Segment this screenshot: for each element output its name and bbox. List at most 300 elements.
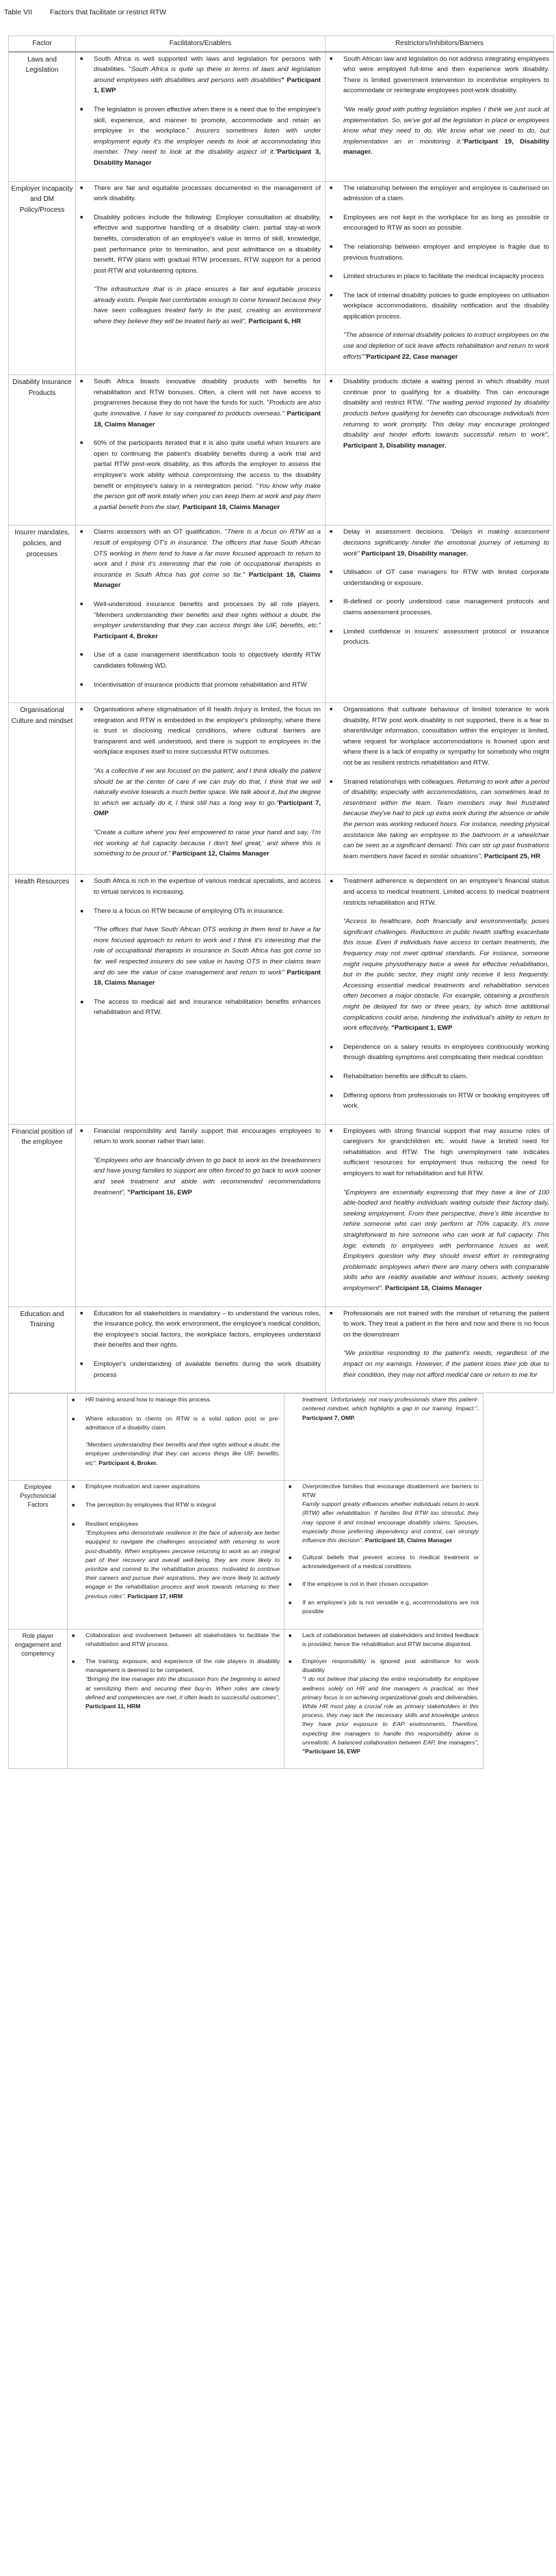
item-text: Utilisation of OT case managers for RTW with limited corporate understanding or exposure. xyxy=(343,568,549,587)
item-body xyxy=(343,1126,549,1179)
participant-quote: "We really good with putting legislation implies I think we just suck at implementation. So, we've got all the legislation in place or employees know what they need to do. We know what we need to do, but implementation an in monitoring it." xyxy=(343,105,549,146)
participant-attribution: Participant 12, Claims Manager xyxy=(170,850,269,858)
participant-quote: "Create a culture where you feel empowered to raise your hand and say, 'I'm not working at full capacity because I don't feel great,' and where this is something to be proud of." xyxy=(94,829,321,858)
participant-attribution: Participant 18, Claims Manager xyxy=(94,410,321,428)
item-text: Claims assessors with an OT qualification. " xyxy=(94,528,227,536)
square-bullet-icon: ■ xyxy=(80,653,83,658)
list-item xyxy=(80,704,321,758)
participant-attribution: Participant 18, Claims Manager xyxy=(383,1285,482,1292)
facilitators-cell xyxy=(68,1629,284,1769)
item-body xyxy=(343,1308,549,1341)
participant-quote: South Africa is quite up there in terms of laws and legislation around employees with disabilities and persons with disabilities xyxy=(94,66,321,84)
round-bullet-icon: ● xyxy=(80,877,84,885)
item-text: The access to medical aid and insurance rehabilitation benefits enhances rehabilitation and RTW. xyxy=(94,998,321,1017)
participant-quote: Family support greatly influences whether individuals return to work (RTW) after rehabilitation. If families find RTW too stressful, they may oppose it and instead encourage disability claims. Spouses, especially those preferring dependency and control, can strongly influence this decision", xyxy=(302,1501,479,1544)
participant-quote: "Access to healthcare, both financially and environmentally, poses significant challenges. Reductions in public health staffing exacerbate this issue. Even if individuals have access to certain treatments, the frequency may not meet optimal standards. For instance, someone might require physiotherapy twice a week for effective rehabilitation, but in the public sector, they might only receive it less frequently. Accessing essential medical treatments and rehabilitation services often becomes a major obstacle. For example, obtaining a prosthesis might be delayed for two or three years, by which time additional complications could arise, hindering the individual's ability to return to work effectively, xyxy=(343,918,549,1032)
quote-paragraph xyxy=(343,916,549,1034)
restrictors-cell xyxy=(284,1394,484,1481)
factor-cell: Employee Psychosocial Factors xyxy=(9,1480,68,1629)
list-item xyxy=(330,271,549,282)
participant-quote: "Bringing the line manager into the discussion from the beginning is aimed at sensitizing them and securing their buy-in. When roles are clearly defined and competencies are met, it often leads to successful outcomes", xyxy=(85,1675,280,1701)
participant-attribution: "Participant 1, EWP xyxy=(389,1024,453,1032)
item-body xyxy=(94,183,321,204)
list-item xyxy=(289,1580,479,1591)
list-item xyxy=(330,54,549,96)
item-text: Where education to clients on RTW is a solid option post or pre-admittance of a disability claim. xyxy=(85,1414,280,1431)
participant-attribution: Participant 3, Disability manager. xyxy=(343,441,447,450)
item-body xyxy=(343,704,549,769)
round-bullet-icon: ● xyxy=(330,1043,334,1050)
table-row xyxy=(9,52,554,181)
participant-attribution: Participant 18, Claims Manager xyxy=(363,1536,452,1544)
item-body xyxy=(343,597,549,618)
item-body xyxy=(94,680,321,691)
square-bullet-icon: ■ xyxy=(330,629,333,634)
participant-attribution: Participant 7, OMP. xyxy=(302,1414,356,1421)
facilitators-cell xyxy=(76,1124,326,1306)
square-bullet-icon: ■ xyxy=(330,215,333,220)
list-item xyxy=(72,1631,280,1649)
factor-cell xyxy=(9,1394,68,1481)
list-item xyxy=(80,105,321,169)
item-body xyxy=(94,906,321,917)
participant-attribution: Participant 7, OMP xyxy=(94,799,321,818)
table-number: Table VII xyxy=(4,8,32,16)
participant-quote: "The infrastructure that is in place ensures a fair and equitable process already exists. People feel comfortable enough to come forward because they have seen colleagues treated fairly in the past, creating an environment where they believe they will be treated fairly as well", xyxy=(94,286,321,326)
square-bullet-icon: ■ xyxy=(330,570,333,575)
list-item xyxy=(330,1091,549,1112)
participant-quote: "As a collective if we are focused on the patient, and I think ideally the patient should be at the center of care if we can truly do that, I think that we will naturally evolve towards a much better space. We talk about it, but the degree to which we actually do it, I think still has a long way to go." xyxy=(94,767,321,807)
item-body xyxy=(94,527,321,591)
participant-attribution: Participant 11, HRM xyxy=(85,1703,141,1710)
square-bullet-icon: ■ xyxy=(330,274,333,279)
list-item xyxy=(80,54,321,96)
item-text: South Africa is well supported with laws and legislation for persons with disabilities. " xyxy=(94,55,321,74)
square-bullet-icon: ■ xyxy=(289,1601,292,1606)
round-bullet-icon: ● xyxy=(80,907,84,914)
item-text: South Africa boasts innovative disability products with benefits for rehabilitation and RTW bonuses. Often, a client will not have access to programmes because they do not have the funds for such. " xyxy=(94,378,321,407)
item-body xyxy=(94,876,321,897)
square-bullet-icon: ■ xyxy=(330,56,333,61)
item-text: The relationship between the employer and employee is cauterised on admission of a claim. xyxy=(343,184,549,203)
restrictors-cell xyxy=(326,52,554,181)
item-body xyxy=(343,1091,549,1112)
item-text: Professionals are not trained with the mindset of returning the patient to work. They treat a patient in the here and now and there is no focus on the downstream xyxy=(343,1309,549,1339)
square-bullet-icon: ■ xyxy=(72,1503,75,1509)
list-item xyxy=(80,650,321,671)
facilitators-cell xyxy=(68,1394,284,1481)
square-bullet-icon: ■ xyxy=(330,707,333,713)
table-row xyxy=(9,1480,484,1629)
item-body xyxy=(343,54,549,96)
participant-attribution: Participant 19, Disability manager. xyxy=(359,549,468,558)
item-body xyxy=(343,242,549,263)
participant-quote: "Members understanding their benefits and their rights without a doubt, the employer understanding that they can access things like UIF, benefits, etc". xyxy=(85,1441,280,1466)
square-bullet-icon: ■ xyxy=(330,1311,333,1316)
item-body xyxy=(343,567,549,588)
item-text: Employee motivation and career aspirations xyxy=(85,1482,200,1490)
item-body xyxy=(343,213,549,234)
table-row xyxy=(9,1124,554,1306)
item-body xyxy=(302,1580,479,1591)
list-item xyxy=(330,242,549,263)
participant-quote: treatment. Unfortunately, not many professionals share this patient-centered mindset, which highlights a gap in our training. Impact:", xyxy=(302,1396,479,1412)
restrictors-cell xyxy=(326,875,554,1124)
table-row xyxy=(9,1629,484,1769)
list-item xyxy=(72,1395,280,1406)
list-item xyxy=(80,213,321,277)
participant-attribution: "Participant 16, EWP xyxy=(125,1188,192,1196)
item-text: If an employee's job is not versatile e.g, accommodations are not possible xyxy=(302,1599,479,1615)
facilitators-cell xyxy=(76,52,326,181)
participant-attribution: Participant 6, HR xyxy=(246,318,302,326)
table-caption xyxy=(4,8,556,16)
square-bullet-icon: ■ xyxy=(80,379,83,385)
participant-quote: You know why make the person got off work totally when you can keep them at work and pay them a partial benefit from the start, xyxy=(94,482,321,511)
item-body xyxy=(94,1359,321,1380)
factor-cell: Role player engagement and competency xyxy=(9,1629,68,1769)
factor-cell: Laws and Legislation xyxy=(9,52,76,181)
item-body xyxy=(94,997,321,1018)
square-bullet-icon: ■ xyxy=(72,1484,75,1490)
restrictors-cell xyxy=(326,703,554,875)
list-item xyxy=(289,1657,479,1756)
restrictors-cell xyxy=(326,1124,554,1306)
item-body xyxy=(343,876,549,908)
item-body xyxy=(302,1631,479,1649)
item-body xyxy=(85,1501,280,1511)
item-text: Organisations where stigmatisation of ill health /injury is limited, the focus on integration and RTW is embedded in the employer's philosophy, where there is trust in disclosing medical conditions, where cultural barriers are transparent and well understood, and there is support to employees in the workplace exposes itself to more successful RTW outcomes. xyxy=(94,706,321,756)
item-body xyxy=(94,213,321,277)
list-item xyxy=(330,777,549,862)
list-item xyxy=(80,376,321,430)
item-text: Overprotective families that encourage disablement are barriers to RTW xyxy=(302,1482,479,1498)
item-text: Employer's understanding of available benefits during the work disability process xyxy=(94,1360,321,1379)
item-text: Employees with strong financial support that may assume roles of caregivers for grandchildren etc. would have a limited need for rehabilitation and RTW. The high unemployment rate indicates sufficient resources for employment thus reducing the need for employers to wait for rehabilitation and full RTW. xyxy=(343,1127,549,1178)
item-text: The perception by employees that RTW is integral xyxy=(85,1501,216,1509)
list-item xyxy=(80,438,321,512)
item-text: Dependence on a salary results in employees continuously working through disabling symptoms and complicating their medical condition xyxy=(343,1043,549,1062)
round-bullet-icon: ● xyxy=(330,1072,334,1080)
quote-paragraph xyxy=(343,1188,549,1294)
quote-paragraph xyxy=(94,924,321,989)
participant-attribution: Participant 18, Claims Manager xyxy=(94,968,321,987)
item-body xyxy=(94,599,321,642)
participant-attribution: Participant 18, Claims Manager xyxy=(181,503,280,511)
item-text: Treatment adherence is dependent on an employee's financial status and access to medical treatment. Limited access to medical treatment restricts rehabilitation and RTW. xyxy=(343,877,549,907)
rtw-factors-table-continued xyxy=(8,1393,484,1769)
square-bullet-icon: ■ xyxy=(80,682,83,687)
item-text: Organisations that cultivate behaviour of limited tolerance to work disability, RTW post work disability is not supported, there is a fear to share/divulge information, consultation within the employer is limited, where request for workplace accommodations is frowned upon and where there is a lack of empathy or sympathy for somebody who might not be as resilient restricts rehabilitation and RTW. xyxy=(343,706,549,767)
list-item xyxy=(330,876,549,908)
item-body xyxy=(343,1071,549,1082)
item-text: Resilient employees xyxy=(85,1520,138,1527)
item-body xyxy=(94,376,321,430)
factor-cell: Organisational Culture and mindset xyxy=(9,703,76,875)
item-text: There is a focus on RTW because of employing OTs in insurance. xyxy=(94,907,284,915)
square-bullet-icon: ■ xyxy=(289,1582,292,1587)
item-text: Disability products dictate a waiting period in which disability must continue prior to qualifying for a disability. This can encourage disability and restrict RTW. xyxy=(343,378,549,407)
participant-quote: "We prioritise responding to the patient's needs, regardless of the impact on my earnings. However, if the patient loses their job due to their condition, they may not afford medical care or return to me for xyxy=(343,1349,549,1379)
list-item xyxy=(289,1482,479,1545)
list-item xyxy=(80,1308,321,1351)
restrictors-cell xyxy=(284,1629,484,1769)
item-text: Differing options from professionals on RTW or booking employees off work. xyxy=(343,1091,549,1110)
item-text: Education for all stakeholders is mandatory – to understand the various roles, the insurance policy, the work environment, the employee's medical condition, the employee's social factors, the workplace factors, employees understand their benefits and their rights. xyxy=(94,1309,321,1349)
list-item xyxy=(330,1126,549,1179)
item-body xyxy=(302,1482,479,1545)
list-item xyxy=(80,906,321,917)
participant-quote: Returning to work after a period of disability, especially with accommodations, can sometimes lead to resentment within the team. Team members may feel frustrated because they've had to pick up extra work during the absence or while the person was working reduced hours. For instance, needing physical assistance like taking an employee to the bathroom in a wheelchair can be seen as a significant demand. This can stir up past frustrations team members have faced in similar situations", xyxy=(343,778,549,860)
participant-quote: "The waiting period imposed by disability products before qualifying for benefits can discourage individuals from returning to work promptly. This delay may encourage prolonged disability and hinder efforts towards successful return to work", xyxy=(343,399,549,439)
square-bullet-icon: ■ xyxy=(72,1633,75,1639)
square-bullet-icon: ■ xyxy=(80,185,83,191)
factor-cell: Employer Incapacity and DM Policy/Process xyxy=(9,181,76,375)
square-bullet-icon: ■ xyxy=(80,707,83,713)
square-bullet-icon: ■ xyxy=(80,441,83,446)
item-body xyxy=(302,1598,479,1616)
round-bullet-icon: ● xyxy=(330,877,334,885)
header-restrictors: Restrictors/Inhibitors/Barriers xyxy=(326,36,554,52)
participant-quote: There is a focus on RTW as a result of employing OT's in insurance. The officers that have South African OTS working in them tend to have a far more focused approach to return to work and I think it's interesting that the role of occupational therapists in insurance in South Africa has got come so far." xyxy=(94,528,321,579)
table-row xyxy=(9,703,554,875)
participant-attribution: Participant 4, Broker. xyxy=(96,1459,158,1466)
quote-paragraph xyxy=(94,1155,321,1198)
list-item xyxy=(80,527,321,591)
item-body xyxy=(343,627,549,648)
square-bullet-icon: ■ xyxy=(330,779,333,784)
participant-quote: Products are also quite innovative. I have to say compared to products overseas." xyxy=(94,399,321,418)
facilitators-cell xyxy=(76,181,326,375)
table-row xyxy=(9,875,554,1124)
participant-attribution: Participant 3, Disability Manager xyxy=(94,148,321,167)
restrictors-cell xyxy=(326,525,554,703)
item-body xyxy=(85,1482,280,1493)
square-bullet-icon: ■ xyxy=(80,215,83,220)
facilitators-cell xyxy=(76,1306,326,1393)
list-item xyxy=(72,1501,280,1511)
list-item xyxy=(330,704,549,769)
item-text: Limited confidence in insurers' assessment protocol or insurance products. xyxy=(343,627,549,646)
facilitators-cell xyxy=(68,1480,284,1629)
table-title: Factors that facilitate or restrict RTW xyxy=(49,8,167,16)
item-text: Collaboration and involvement between all stakeholders to facilitate the rehabilitation and RTW process. xyxy=(85,1631,280,1647)
square-bullet-icon: ■ xyxy=(80,1311,83,1316)
item-body xyxy=(343,527,549,559)
list-item xyxy=(330,567,549,588)
list-item xyxy=(80,876,321,897)
square-bullet-icon: ■ xyxy=(330,379,333,385)
participant-quote: "Employers are essentially expressing that they have a line of 100 able-bodied and healthy individuals waiting outside their factory daily, seeking employment. From their perspective, there's little incentive to rehire someone who can only perform at 70% capacity. It's more straightforward to hire someone who can work at full capacity. This logic extends to employees with performance issues as well. Employers question why they should invest effort in reintegrating problematic employees when there are many others with comparable skills who are readily available and without issues, actively seeking employment". xyxy=(343,1188,549,1292)
list-item xyxy=(72,1414,280,1432)
item-text: The training, exposure, and experience of the role players in disability management is deemed to be competent. xyxy=(85,1658,280,1674)
item-body xyxy=(94,438,321,512)
facilitators-cell xyxy=(76,875,326,1124)
item-body xyxy=(85,1631,280,1649)
item-text: Employees are not kept in the workplace for as long as possible or encouraged to RTW as soon as possible. xyxy=(343,213,549,232)
item-text: 60% of the participants iterated that it is also quite useful when insurers are open to continuing the patient's disability benefits during a work trial and partial RTW post-work disability, as this affords the employer to assess the employee's work ability without compromising the access to the disability benefit or employee's salary in a reintegration period. " xyxy=(94,439,321,490)
list-item xyxy=(330,376,549,451)
list-item xyxy=(80,1126,321,1147)
square-bullet-icon: ■ xyxy=(80,56,83,61)
item-text: Lack of collaboration between all stakeholders and limited feedback is provided; hence the rehabilitation and RTW become disjointed. xyxy=(302,1631,479,1647)
participant-attribution: Participant 25, HR xyxy=(482,852,541,860)
header-facilitators: Facilitators/Enablers xyxy=(76,36,326,52)
square-bullet-icon: ■ xyxy=(289,1660,292,1664)
item-text: The lack of internal disability policies to guide employees on utilisation workplace accommodations, disability notification and the disability application process. xyxy=(343,291,549,320)
item-body xyxy=(343,777,549,862)
item-body xyxy=(94,1308,321,1351)
quote-block xyxy=(302,1675,479,1756)
list-item xyxy=(72,1482,280,1493)
list-item xyxy=(330,1042,549,1063)
quote-paragraph xyxy=(94,766,321,819)
square-bullet-icon: ■ xyxy=(72,1522,75,1527)
participant-quote: "Employees who demonstrate resilience in the face of adversity are better equipped to navigate the challenges associated with returning to work post-disability. When employees perceive returning to work as an integral part of their recovery and overall well-being, they are more likely to prioritize and commit to the rehabilitation process. motivated to continue their careers and pursue their aspirations, they are more likely to actively engage in the rehabilitation process and work towards returning to their previous roles", xyxy=(85,1529,280,1600)
square-bullet-icon: ■ xyxy=(330,244,333,249)
square-bullet-icon: ■ xyxy=(330,599,333,605)
participant-quote: "I do not believe that placing the entire responsibility for employee wellness solely on HR and line managers is practical, as their primary focus is on achieving organizational goals and deliverables. While HR must play a crucial role as primary stakeholders in this process, they may lack the necessary skills and knowledge unless they have prior exposure to EAP environments. Therefore, expecting line managers to handle this responsibility alone is unrealistic. A balanced collaboration between EAP, line managers", xyxy=(302,1675,479,1746)
list-item xyxy=(289,1631,479,1649)
square-bullet-icon: ■ xyxy=(330,530,333,535)
item-text: Rehabilitation benefits are difficult to claim. xyxy=(343,1072,468,1080)
quote-paragraph xyxy=(302,1395,479,1423)
list-item xyxy=(80,1359,321,1380)
square-bullet-icon: ■ xyxy=(330,292,333,298)
item-text: Financial responsibility and family support that encourages employees to return to work sooner rather than later. xyxy=(94,1127,321,1146)
item-text: Limited structures in place to facilitate the medical incapacity process xyxy=(343,273,544,281)
square-bullet-icon: ■ xyxy=(72,1660,75,1664)
participant-attribution: Participant 22, Case manager xyxy=(366,353,458,361)
factor-cell: Education and Training xyxy=(9,1306,76,1393)
participant-attribution: Participant 17, HRM xyxy=(125,1592,183,1600)
square-bullet-icon: ■ xyxy=(72,1398,75,1403)
participant-attribution: Participant 4, Broker xyxy=(94,632,158,640)
item-text: Delay in assessment decisions. xyxy=(343,528,451,536)
item-body xyxy=(302,1657,479,1756)
list-item xyxy=(330,1071,549,1082)
list-item xyxy=(330,290,549,323)
participant-quote: Insurers sometimes listen with under employment equity it's the employer needs to look at accommodating this member. They need to look at the disability aspect of it." xyxy=(94,127,321,156)
item-body xyxy=(343,290,549,323)
list-item xyxy=(330,597,549,618)
participant-quote: "Employees who are financially driven to go back to work as the breadwinners and have young families to support are often forced to go back to work sooner and seek treatment and abide with recommended recommendations treatment", xyxy=(94,1156,321,1196)
participant-quote: "The offices that have South African OTS working in them tend to have a far more focused approach to return to work and I think it's interesting that the role of occupational therapists in insurance in South Africa has got come so far. well respected insurers do see value in having OTS in their claims team and do see the value of case management and return to work" xyxy=(94,926,321,976)
square-bullet-icon: ■ xyxy=(289,1556,292,1561)
quote-block xyxy=(302,1500,479,1545)
list-item xyxy=(80,680,321,691)
quote-block xyxy=(85,1529,280,1601)
participant-quote: "Members understanding their benefits and their rights without a doubt, the employer understanding that they can access things like UIF, benefits, etc." xyxy=(94,611,321,630)
square-bullet-icon: ■ xyxy=(80,601,83,607)
list-item xyxy=(330,213,549,234)
item-body xyxy=(94,1126,321,1147)
restrictors-cell xyxy=(326,1306,554,1393)
item-body xyxy=(94,704,321,758)
item-text: Disability policies include the following: Employer consultation at disability, effective and supportive handling of a disability claim, partial stay-at-work benefits, consideration of an employee's value in terms of skill, knowledge, past performance prior to termination, and post admittance on a disability benefit, RTW plans with gradual RTW processes, RTW support for a period post-RTW and volunteering options. xyxy=(94,213,321,275)
list-item xyxy=(80,997,321,1018)
facilitators-cell xyxy=(76,375,326,525)
restrictors-cell xyxy=(284,1480,484,1629)
facilitators-cell xyxy=(76,703,326,875)
square-bullet-icon: ■ xyxy=(330,185,333,191)
item-body xyxy=(343,376,549,451)
list-item xyxy=(72,1520,280,1601)
header-factor: Factor xyxy=(9,36,76,52)
facilitators-cell xyxy=(76,525,326,703)
square-bullet-icon: ■ xyxy=(80,107,83,112)
factor-cell: Disability Insurance Products xyxy=(9,375,76,525)
factor-cell: Insurer mandates, policies, and processes xyxy=(9,525,76,703)
round-bullet-icon: ● xyxy=(330,1091,334,1099)
item-text: If the employee is not in their chosen occupation xyxy=(302,1580,428,1587)
item-body xyxy=(94,650,321,671)
table-row xyxy=(9,375,554,525)
item-text: Well-understood insurance benefits and processes by all role players. xyxy=(94,600,321,608)
square-bullet-icon: ■ xyxy=(289,1633,292,1639)
participant-attribution: Participant 18, Claims Manager xyxy=(94,571,321,590)
item-body xyxy=(302,1553,479,1571)
list-item xyxy=(72,1657,280,1711)
quote-paragraph xyxy=(343,105,549,158)
item-text: Incentivisation of insurance products that promote rehabilitation and RTW xyxy=(94,681,307,689)
factor-cell: Financial position of the employee xyxy=(9,1124,76,1306)
participant-attribution: "Participant 16, EWP xyxy=(302,1748,360,1755)
list-item xyxy=(289,1598,479,1616)
list-item xyxy=(330,627,549,648)
quote-paragraph xyxy=(94,827,321,860)
item-text: Strained relationships with colleagues. xyxy=(343,778,458,786)
item-body xyxy=(343,271,549,282)
item-body xyxy=(85,1395,280,1406)
square-bullet-icon: ■ xyxy=(80,530,83,535)
square-bullet-icon: ■ xyxy=(289,1484,292,1490)
item-text: There are fair and equitable processes documented in the management of work disability. xyxy=(94,184,321,203)
rtw-factors-table xyxy=(8,36,554,1393)
table-row xyxy=(9,1394,484,1481)
list-item xyxy=(80,599,321,642)
table-header-row xyxy=(9,36,554,52)
item-body xyxy=(343,183,549,204)
quote-paragraph xyxy=(343,1348,549,1380)
restrictors-cell xyxy=(326,375,554,525)
item-text: South African law and legislation do not address integrating employees who were employed full-time and then experience work disability. There is limited government intervention to incentivise employers to accommodate or reintegrate employees post-work disability. xyxy=(343,55,549,95)
item-text: The relationship between employer and employee is fragile due to previous frustrations. xyxy=(343,243,549,262)
item-text: Use of a case management identification tools to objectively identify RTW candidates following WD. xyxy=(94,651,321,670)
participant-quote: "The absence of internal disability policies to instruct employees on the use and depletion of sick leave affects rehabilitation and return to work efforts"" xyxy=(343,331,549,361)
restrictors-cell xyxy=(326,181,554,375)
table-row xyxy=(9,1306,554,1393)
item-body xyxy=(343,1042,549,1063)
quote-paragraph xyxy=(94,284,321,327)
item-body xyxy=(94,54,321,96)
square-bullet-icon: ■ xyxy=(72,1416,75,1422)
item-text: The legislation is proven effective when there is a need due to the employee's skill, experience, and manner to promote, accommodate and retain an employee in the workplace." xyxy=(94,105,321,135)
participant-attribution: Participant 19, Disability manager. xyxy=(343,137,549,156)
quote-paragraph xyxy=(343,330,549,362)
round-bullet-icon: ● xyxy=(80,998,84,1005)
item-text: Employer responsibility is ignored post admittance for work disability xyxy=(302,1658,479,1674)
item-body xyxy=(85,1520,280,1601)
list-item xyxy=(330,527,549,559)
table-row xyxy=(9,181,554,375)
list-item xyxy=(80,183,321,204)
item-body xyxy=(85,1414,280,1432)
item-body xyxy=(94,105,321,169)
table-row xyxy=(9,525,554,703)
list-item xyxy=(289,1553,479,1571)
factor-cell: Health Resources xyxy=(9,875,76,1124)
